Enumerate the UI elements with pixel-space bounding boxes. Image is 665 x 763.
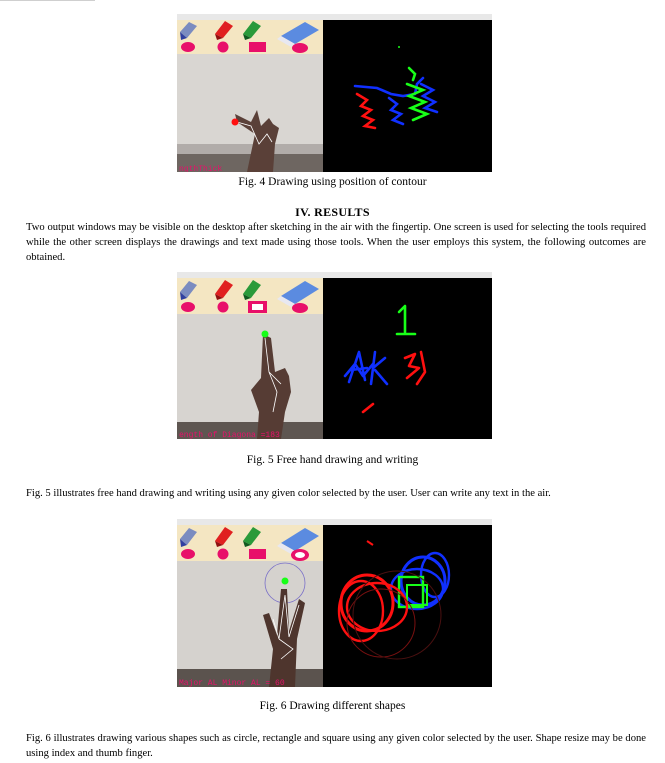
rectangle-tool-icon: [249, 42, 266, 52]
figure-4-caption: Fig. 4 Drawing using position of contour: [238, 176, 427, 188]
figure-5-image: [177, 272, 492, 439]
board-window-titlebar: [323, 14, 492, 20]
section-paragraph: Two output windows may be visible on the desktop after sketching in the air with the fingertip. One screen is used for selecting the tools required while the other screen displays the drawings and text made using those tools. When the user employs this system, the following outcomes are obtained.: [26, 222, 646, 263]
figure-6-caption: Fig. 6 Drawing different shapes: [259, 700, 406, 712]
camera-feed: [177, 314, 323, 439]
overlay-text: Major AL Minor AL = 60: [179, 679, 285, 687]
ellipse-tool-icon: [181, 42, 195, 52]
figure-6-image: [177, 519, 492, 687]
figure-4: [177, 14, 492, 172]
circle-tool-icon: [218, 549, 229, 560]
fingertip-marker: [282, 578, 289, 585]
camera-feed: [177, 561, 323, 687]
rectangle-tool-icon: [249, 549, 266, 559]
circle-tool-icon: [218, 42, 229, 53]
top-rule: [0, 0, 95, 1]
figure-6-paragraph: Fig. 6 illustrates drawing various shapes such as circle, rectangle and square using any given color selected by the user. Shape resize may be done using index and thumb finger.: [26, 733, 646, 759]
ellipse-tool-icon: [181, 302, 195, 312]
ellipse-outline-tool-icon: [292, 43, 308, 53]
circle-tool-icon: [218, 302, 229, 313]
ellipse-outline-tool-icon: [292, 303, 308, 313]
fingertip-marker: [262, 331, 269, 338]
section-heading: IV. RESULTS: [295, 205, 370, 219]
drawing-board: [323, 278, 492, 439]
tool-window-titlebar: [177, 14, 323, 20]
figure-5: [177, 272, 492, 439]
figure-5-caption: Fig. 5 Free hand drawing and writing: [246, 454, 419, 466]
overlay-text: ngthThick: [179, 165, 223, 172]
overlay-text: ength of Diagona =183: [179, 431, 280, 439]
figure-5-paragraph: Fig. 5 illustrates free hand drawing and writing using any given color selected by the user. User can write any text in the air.: [26, 488, 551, 499]
board-window-titlebar: [323, 519, 492, 525]
fingertip-marker: [232, 119, 239, 126]
figure-6: [177, 519, 492, 687]
board-window-titlebar: [323, 272, 492, 278]
figure-4-image: [177, 14, 492, 172]
ellipse-tool-icon: [181, 549, 195, 559]
